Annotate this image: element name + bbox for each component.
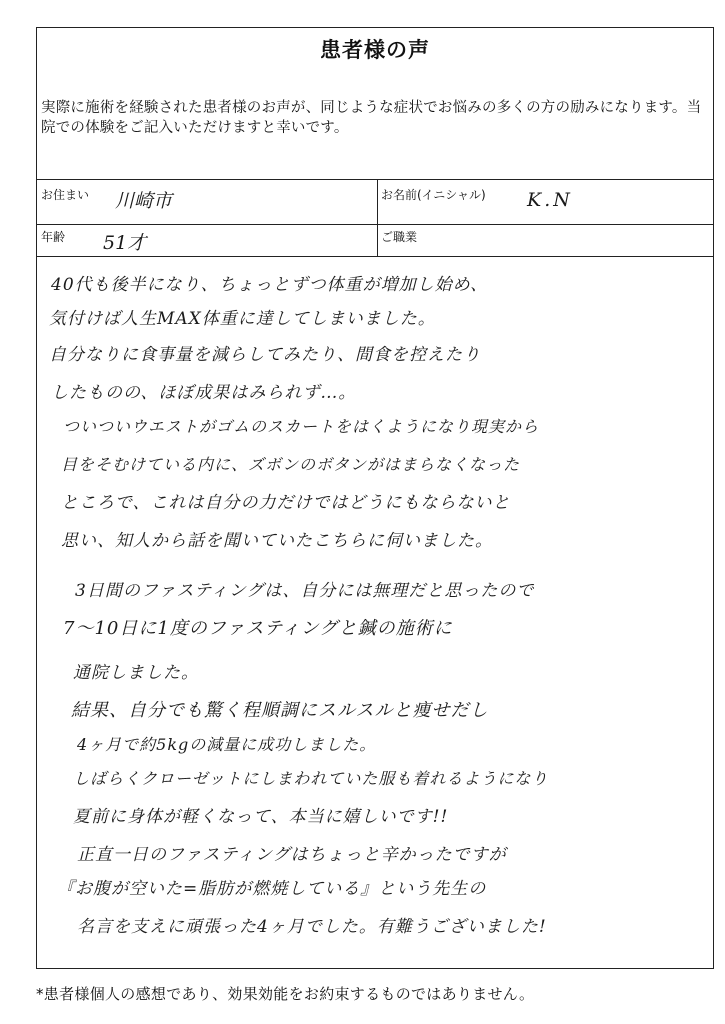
testimonial-line: 40代も後半になり、ちょっとずつ体重が増加し始め、 [51,275,488,295]
testimonial-line: したものの、ほぼ成果はみられず…。 [51,383,357,403]
testimonial-line: 結果、自分でも驚く程順調にスルスルと痩せだし [71,700,489,721]
name-value: K.N [527,189,573,211]
testimonial-line: ところで、これは自分の力だけではどうにもならないと [61,493,511,513]
residence-label: お住まい [41,188,90,202]
age-value: 51才 [103,232,147,254]
testimonial-line: 自分なりに食事量を減らしてみたり、間食を控えたり [49,345,481,365]
divider-top [37,179,713,180]
name-label: お名前(イニシャル) [381,188,486,202]
testimonial-line: 夏前に身体が軽くなって、本当に嬉しいです!! [73,807,449,827]
testimonial-line: 気付けば人生MAX体重に達してしまいました。 [49,309,436,329]
age-label: 年齢 [41,230,66,244]
testimonial-line: 3日間のファスティングは、自分には無理だと思ったので [75,581,535,601]
testimonial-line: 通院しました。 [73,663,199,683]
testimonial-line: 正直一日のファスティングはちょっと辛かったですが [77,845,507,865]
testimonial-form [36,27,714,969]
testimonial-line: しばらくクローゼットにしまわれていた服も着れるようになり [73,769,549,788]
residence-value: 川崎市 [115,190,173,212]
testimonial-line: 思い、知人から話を聞いていたこちらに伺いました。 [61,531,493,551]
disclaimer: *患者様個人の感想であり、効果効能をお約束するものではありません。 [36,985,535,1003]
form-title: 患者様の声 [320,38,430,62]
intro-text: 実際に施術を経験された患者様のお声が、同じような症状でお悩みの多くの方の励みになります。当院での体験をご記入いただけますと幸いです。 [41,100,702,136]
testimonial-line: 7〜10日に1度のファスティングと鍼の施術に [63,618,453,639]
divider-bottom [37,256,713,257]
divider-vertical [377,179,378,256]
testimonial-line: 目をそむけている内に、ズボンのボタンがはまらなくなった [61,455,521,474]
testimonial-line: 『お腹が空いた=脂肪が燃焼している』という先生の [57,879,487,899]
testimonial-line: 4ヶ月で約5kgの減量に成功しました。 [77,735,377,754]
divider-row [37,224,713,225]
testimonial-line: 名言を支えに頑張った4ヶ月でした。有難うございました! [77,917,547,937]
occupation-label: ご職業 [381,230,418,244]
testimonial-line: ついついウエストがゴムのスカートをはくようになり現実から [63,417,540,436]
